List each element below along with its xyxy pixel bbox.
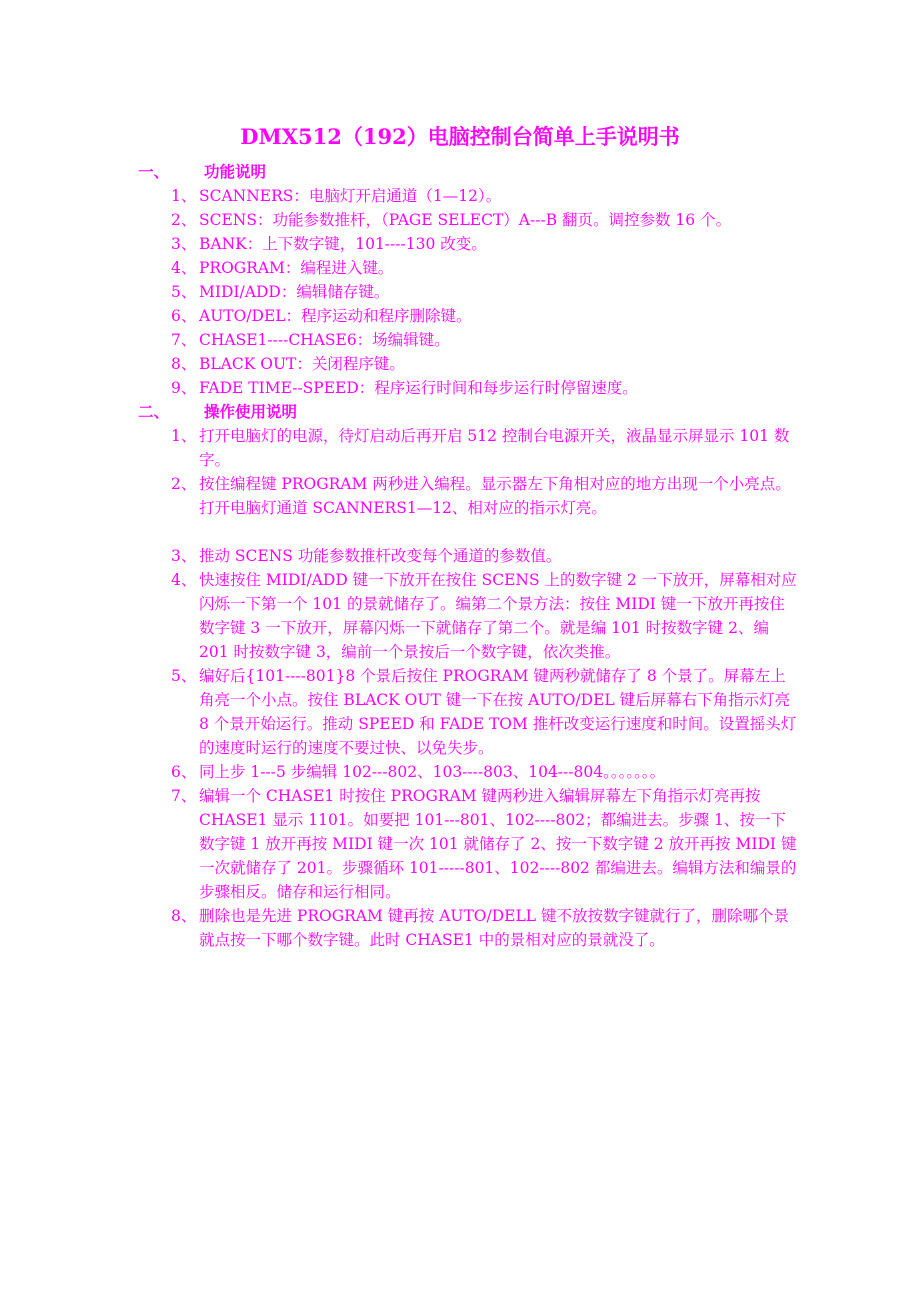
list-item <box>171 184 798 208</box>
list-item <box>171 352 798 376</box>
item-text: BANK：上下数字键，101----130 改变。 <box>199 235 487 253</box>
item-number: 9、 <box>171 379 197 397</box>
item-text: FADE TIME--SPEED：程序运行时间和每步运行时停留速度。 <box>199 379 638 397</box>
item-number: 5、 <box>171 667 197 685</box>
item-number: 2、 <box>171 475 197 493</box>
item-number: 1、 <box>171 187 197 205</box>
item-number: 5、 <box>171 283 197 301</box>
list-item <box>171 424 798 472</box>
document-title: DMX512（192）电脑控制台简单上手说明书 <box>240 124 680 149</box>
section-heading-operation <box>138 400 798 424</box>
item-number: 7、 <box>171 331 197 349</box>
list-item <box>171 304 798 328</box>
item-number: 4、 <box>171 571 197 589</box>
item-number: 8、 <box>171 907 197 925</box>
item-text: BLACK OUT：关闭程序键。 <box>199 355 405 373</box>
item-text: PROGRAM：编程进入键。 <box>199 259 394 277</box>
item-number: 8、 <box>171 355 197 373</box>
item-text: SCANNERS：电脑灯开启通道（1—12）。 <box>199 187 502 205</box>
item-text: 推动 SCENS 功能参数推杆改变每个通道的参数值。 <box>199 547 562 565</box>
item-text: 删除也是先进 PROGRAM 键再按 AUTO/DELL 键不放按数字键就行了，删除哪个景就点按一下哪个数字键。此时 CHASE1 中的景相对应的景就没了。 <box>199 907 789 949</box>
list-item <box>171 760 798 784</box>
item-text: SCENS：功能参数推杆，（PAGE SELECT）A---B 翻页。调控参数 16 个。 <box>199 211 732 229</box>
blank-line <box>138 520 798 544</box>
item-text: 编辑一个 CHASE1 时按住 PROGRAM 键两秒进入编辑屏幕左下角指示灯亮再按 CHASE1 显示 1101。如要把 101---801、102----802；都编进去。步骤 1、按一下数字键 1 放开再按 MIDI 键一次 101 就储存了 2、按一下数字键 2 放开再按 MIDI 键一次就储存了 201。步骤循环 101-----801、102----802 都编进去。编辑方法和编景的步骤相反。储存和运行相同。 <box>199 787 797 901</box>
section-number: 二、 <box>138 402 170 421</box>
item-text: AUTO/DEL：程序运动和程序删除键。 <box>199 307 472 325</box>
item-number: 3、 <box>171 547 197 565</box>
item-number: 2、 <box>171 211 197 229</box>
list-item <box>171 664 798 760</box>
item-text: 同上步 1---5 步编辑 102---802、103----803、104---804。。。。。。。 <box>199 763 666 781</box>
section-heading-functions <box>138 160 798 184</box>
list-item <box>171 544 798 568</box>
list-item <box>171 784 798 904</box>
item-number: 6、 <box>171 763 197 781</box>
list-item <box>171 256 798 280</box>
item-number: 3、 <box>171 235 197 253</box>
item-text: CHASE1----CHASE6：场编辑键。 <box>199 331 450 349</box>
item-number: 1、 <box>171 427 197 445</box>
list-item <box>171 280 798 304</box>
item-text: MIDI/ADD：编辑储存键。 <box>199 283 390 301</box>
item-text: 按住编程键 PROGRAM 两秒进入编程。显示器左下角相对应的地方出现一个小亮点。打开电脑灯通道 SCANNERS1—12、相对应的指示灯亮。 <box>199 475 791 517</box>
item-text: 打开电脑灯的电源，待灯启动后再开启 512 控制台电源开关，液晶显示屏显示 101 数字。 <box>199 427 790 469</box>
list-item <box>171 568 798 664</box>
list-item <box>171 376 798 400</box>
list-item <box>171 208 798 232</box>
list-item <box>171 904 798 952</box>
item-text: 快速按住 MIDI/ADD 键一下放开在按住 SCENS 上的数字键 2 一下放开，屏幕相对应闪烁一下第一个 101 的景就储存了。编第二个景方法：按住 MIDI 键一下放开再按住数字键 3 一下放开，屏幕闪烁一下就储存了第二个。就是编 101 时按数字键 2、编 201 时按数字键 3，编前一个景按后一个数字键，依次类推。 <box>199 571 797 661</box>
document-body <box>138 160 798 952</box>
section-number: 一、 <box>138 162 170 181</box>
item-number: 7、 <box>171 787 197 805</box>
list-item <box>171 328 798 352</box>
item-number: 4、 <box>171 259 197 277</box>
item-number: 6、 <box>171 307 197 325</box>
list-item <box>171 472 798 520</box>
item-text: 编好后{101----801}8 个景后按住 PROGRAM 键两秒就储存了 8 个景了。屏幕左上角亮一个小点。按住 BLACK OUT 键一下在按 AUTO/DEL 键后屏幕右下角指示灯亮 8 个景开始运行。推动 SPEED 和 FADE TOM 推杆改变运行速度和时间。设置摇头灯的速度时运行的速度不要过快、以免失步。 <box>199 667 797 757</box>
section-title: 操作使用说明 <box>204 402 298 421</box>
list-item <box>171 232 798 256</box>
section-title: 功能说明 <box>204 162 267 181</box>
